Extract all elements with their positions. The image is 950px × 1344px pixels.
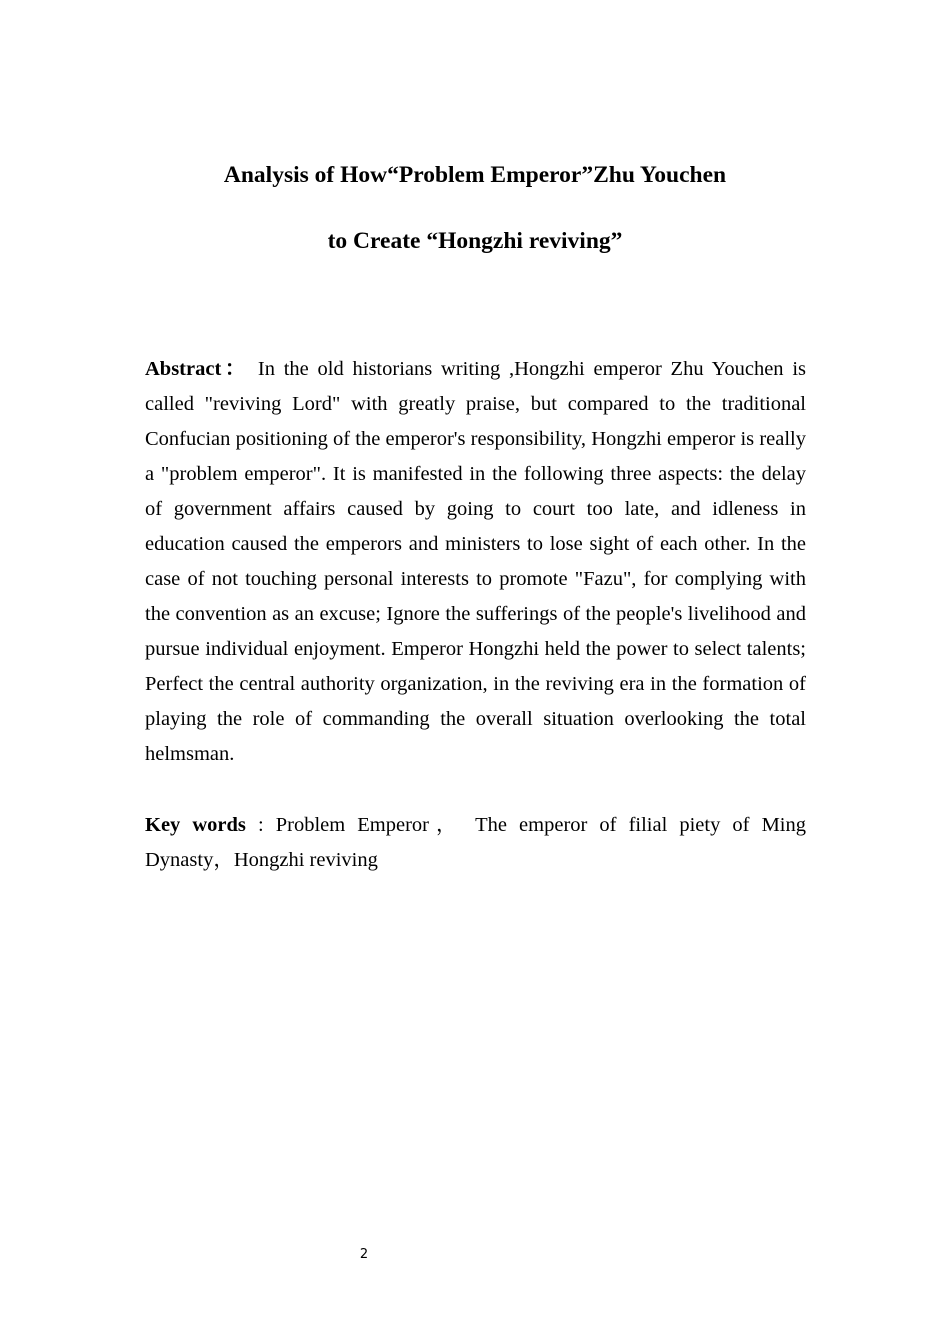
title-line-2: to Create “Hongzhi reviving” [327,228,623,254]
keywords-label: Key words [145,814,246,836]
abstract-text: In the old historians writing ,Hongzhi emperor Zhu Youchen is called "reviving Lord" with greatly praise, but compared to the traditional Confucian positioning of the emperor's responsibility, Hongzhi emperor is really a "problem emperor". It is manifested in the following three aspects: the delay of government affairs caused by going to court too late, and idleness in education caused the emperors and ministers to lose sight of each other. In the case of not touching personal interests to promote "Fazu", for complying with the convention as an excuse; Ignore the sufferings of the people's livelihood and pursue individual enjoyment. Emperor Hongzhi held the power to select talents; Perfect the central authority organization, in the reviving era in the formation of playing the role of commanding the overall situation overlooking the total helmsman. [145,358,806,765]
keywords-text: : Problem Emperor， The emperor of filial piety of Ming Dynasty，Hongzhi reviving [145,814,806,871]
keywords-paragraph [145,808,806,878]
abstract-label: Abstract： [145,358,250,380]
page-number: 2 [359,1247,369,1262]
abstract-paragraph [145,352,806,772]
title-line-1: Analysis of How“Problem Emperor”Zhu Youchen [223,162,727,188]
